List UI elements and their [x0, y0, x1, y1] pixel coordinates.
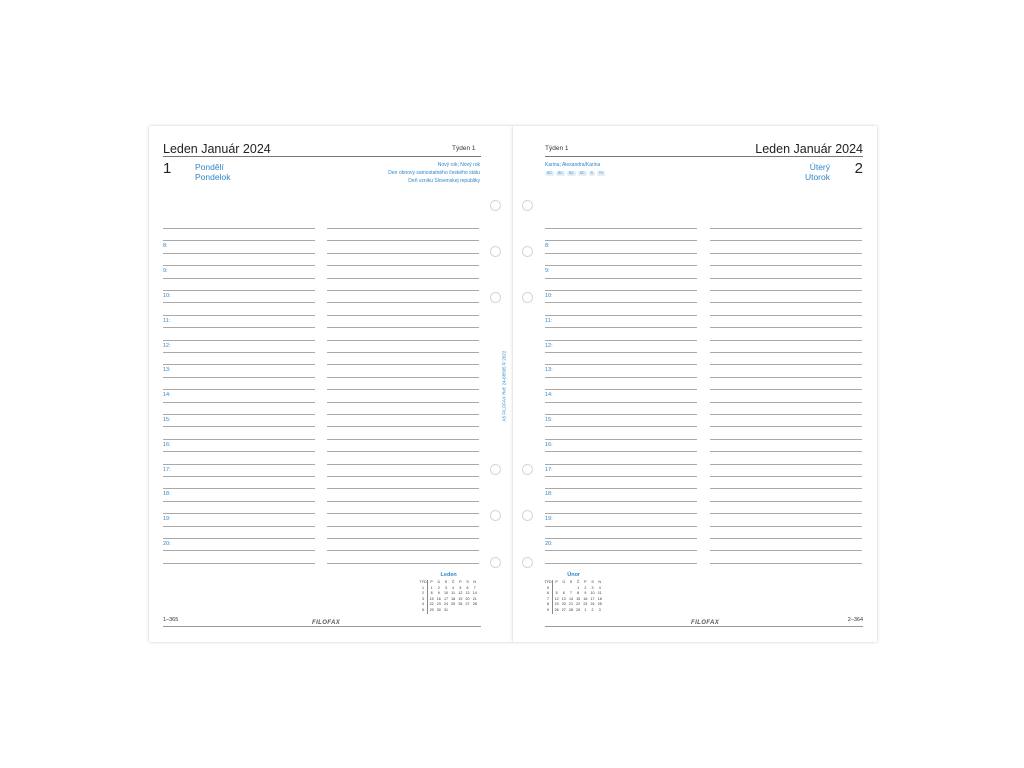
- ruled-line: [163, 228, 315, 229]
- ruled-line: [163, 240, 315, 241]
- ruled-line: [327, 402, 479, 403]
- cal-cell: 10: [443, 591, 448, 596]
- ruled-line: [710, 526, 862, 527]
- cal-cell: 21: [472, 596, 477, 601]
- day-name-cz: Pondělí: [195, 162, 224, 172]
- hour-label: 10:: [545, 293, 553, 299]
- ruled-line: [327, 550, 479, 551]
- ruled-line: [545, 389, 697, 390]
- ruled-line: [163, 377, 315, 378]
- hour-label: 20:: [163, 541, 171, 547]
- hour-label: 19:: [163, 516, 171, 522]
- day-name-sk: Pondelok: [195, 172, 231, 182]
- mini-calendar: [419, 572, 478, 614]
- hour-label: 16:: [163, 442, 171, 448]
- ruled-line: [545, 402, 697, 403]
- cal-cell: 27: [465, 602, 470, 607]
- day-number: 2: [854, 160, 863, 177]
- ruled-line: [163, 253, 315, 254]
- cal-cell: 6: [562, 591, 565, 596]
- ruled-line: [710, 464, 862, 465]
- ruled-line: [163, 327, 315, 328]
- cal-cell: 18: [451, 596, 456, 601]
- cal-cell: 25: [451, 602, 456, 607]
- ruled-line: [327, 228, 479, 229]
- ruled-line: [545, 364, 697, 365]
- ruled-line: [545, 414, 697, 415]
- ruled-line: [710, 488, 862, 489]
- ruled-line: [710, 352, 862, 353]
- ruled-line: [545, 426, 697, 427]
- cal-cell: 5: [555, 591, 558, 596]
- ruled-line: [710, 302, 862, 303]
- ruled-line: [545, 488, 697, 489]
- ruled-line: [327, 364, 479, 365]
- ruled-line: [327, 526, 479, 527]
- footer-rule: [545, 626, 863, 627]
- hour-label: 11:: [163, 318, 171, 324]
- ruled-line: [327, 538, 479, 539]
- ruled-line: [545, 290, 697, 291]
- cal-header: Ú: [437, 580, 441, 584]
- cal-cell: 8: [577, 591, 580, 596]
- cal-cell: 21: [568, 602, 573, 607]
- page-number: 2–364: [847, 617, 863, 623]
- ruled-line: [163, 352, 315, 353]
- ruled-line: [545, 278, 697, 279]
- cal-cell: 3: [444, 585, 447, 590]
- mini-calendar-grid: [419, 580, 478, 614]
- page-number: 1–365: [163, 617, 179, 623]
- ruled-line: [327, 426, 479, 427]
- week-label: Týden 1: [545, 145, 569, 152]
- cal-header: P: [459, 580, 462, 584]
- cal-cell: 7: [569, 591, 572, 596]
- binder-hole: [490, 246, 501, 257]
- cal-cell: 4: [419, 602, 428, 608]
- cal-cell: 9: [544, 608, 553, 614]
- cal-cell: 9: [584, 591, 587, 596]
- cal-header: Č: [451, 580, 455, 584]
- hour-label: 16:: [545, 442, 553, 448]
- ruled-line: [327, 464, 479, 465]
- ruled-line: [545, 352, 697, 353]
- ruled-line: [545, 538, 697, 539]
- left-page: [149, 126, 513, 642]
- cal-cell: 2: [584, 585, 587, 590]
- cal-cell: 8: [544, 602, 553, 608]
- hour-label: 12:: [163, 343, 171, 349]
- binder-hole: [490, 464, 501, 475]
- tag: TV: [598, 171, 604, 175]
- binder-hole: [522, 200, 533, 211]
- ruled-line: [710, 253, 862, 254]
- ruled-line: [163, 414, 315, 415]
- ruled-line: [710, 538, 862, 539]
- ruled-line: [710, 414, 862, 415]
- cal-cell: [450, 608, 457, 614]
- ruled-line: [710, 327, 862, 328]
- cal-cell: 2: [419, 591, 428, 597]
- cal-cell: 1: [430, 585, 433, 590]
- holiday-list: [388, 161, 480, 185]
- cal-cell: 27: [561, 607, 566, 612]
- day-name-cz: Úterý: [809, 162, 830, 172]
- binder-hole: [490, 510, 501, 521]
- namedays: Karina; Alexandra/Karina: [545, 162, 601, 168]
- hour-label: 9:: [545, 268, 550, 274]
- ruled-line: [710, 315, 862, 316]
- cal-cell: 30: [436, 607, 441, 612]
- hour-label: 11:: [545, 318, 553, 324]
- ruled-line: [545, 439, 697, 440]
- ruled-line: [710, 513, 862, 514]
- ruled-line: [327, 451, 479, 452]
- ruled-line: [545, 476, 697, 477]
- cal-cell: 19: [554, 602, 559, 607]
- header-rule: [163, 156, 481, 157]
- cal-cell: 28: [472, 602, 477, 607]
- hour-label: 8:: [545, 243, 550, 249]
- ruled-line: [327, 501, 479, 502]
- ruled-line: [327, 352, 479, 353]
- tag: SC: [557, 171, 563, 175]
- cal-cell: 5: [459, 585, 462, 590]
- ruled-line: [163, 340, 315, 341]
- ruled-line: [545, 563, 697, 564]
- ruled-line: [710, 290, 862, 291]
- cal-header: S: [444, 580, 448, 584]
- ruled-line: [163, 538, 315, 539]
- ruled-line: [710, 364, 862, 365]
- cal-cell: 6: [544, 591, 553, 597]
- mini-calendar-title: Leden: [440, 572, 457, 578]
- cal-cell: 26: [554, 607, 559, 612]
- ruled-line: [710, 240, 862, 241]
- hour-label: 19:: [545, 516, 553, 522]
- ruled-line: [545, 526, 697, 527]
- cal-cell: 24: [590, 602, 595, 607]
- ruled-line: [163, 476, 315, 477]
- cal-header: N: [598, 580, 602, 584]
- binder-hole: [522, 246, 533, 257]
- ruled-line: [710, 439, 862, 440]
- hour-label: 13:: [163, 367, 171, 373]
- footer-rule: [163, 626, 481, 627]
- cal-cell: 1: [419, 586, 428, 592]
- cal-cell: 15: [429, 596, 434, 601]
- binder-hole: [490, 292, 501, 303]
- hour-label: 17:: [163, 467, 171, 473]
- cal-header: S: [591, 580, 594, 584]
- ruled-line: [163, 364, 315, 365]
- ruled-line: [327, 278, 479, 279]
- ruled-line: [710, 265, 862, 266]
- ruled-line: [327, 476, 479, 477]
- cal-cell: 17: [590, 596, 595, 601]
- cal-header: N: [473, 580, 477, 584]
- cal-cell: 20: [465, 596, 470, 601]
- ruled-line: [163, 513, 315, 514]
- ruled-line: [163, 451, 315, 452]
- cal-cell: 28: [568, 607, 573, 612]
- hour-label: 20:: [545, 541, 553, 547]
- ruled-line: [710, 278, 862, 279]
- ruled-line: [327, 253, 479, 254]
- cal-cell: 23: [583, 602, 588, 607]
- cal-cell: 6: [466, 585, 469, 590]
- cal-cell: 2: [437, 585, 440, 590]
- ruled-line: [710, 563, 862, 564]
- header-rule: [545, 156, 863, 157]
- hour-label: 9:: [163, 268, 168, 274]
- cal-cell: 18: [597, 596, 602, 601]
- ruled-line: [163, 550, 315, 551]
- mini-calendar-grid: [544, 580, 603, 614]
- ruled-line: [545, 464, 697, 465]
- ruled-line: [327, 315, 479, 316]
- cal-cell: 19: [458, 596, 463, 601]
- cal-cell: 7: [473, 585, 476, 590]
- cal-cell: 4: [598, 585, 601, 590]
- month-title: Leden Január 2024: [755, 142, 863, 156]
- ruled-line: [327, 563, 479, 564]
- brand-logo: FILOFAX: [691, 620, 720, 626]
- mini-calendar-title: Únor: [567, 572, 581, 578]
- cal-cell: [457, 608, 464, 614]
- cal-header: S: [569, 580, 573, 584]
- month-title: Leden Január 2024: [163, 142, 271, 156]
- cal-cell: 16: [436, 596, 441, 601]
- cal-cell: 24: [443, 602, 448, 607]
- cal-cell: 2: [591, 607, 594, 612]
- cal-cell: 1: [577, 585, 580, 590]
- cal-cell: 7: [544, 597, 553, 603]
- ruled-line: [710, 228, 862, 229]
- ruled-line: [545, 315, 697, 316]
- day-name-sk: Utorok: [804, 172, 830, 182]
- hour-label: 10:: [163, 293, 171, 299]
- ruled-line: [710, 476, 862, 477]
- holiday-2: Den obnovy samostatného českého státu: [388, 170, 480, 176]
- tag: S: [590, 171, 593, 175]
- spine-reference: A5 FILOFAX Ref: 24-68505 © 2022: [501, 350, 507, 422]
- ruled-line: [545, 228, 697, 229]
- ruled-line: [163, 302, 315, 303]
- ruled-line: [710, 389, 862, 390]
- ruled-line: [163, 315, 315, 316]
- ruled-line: [327, 389, 479, 390]
- cal-cell: 22: [429, 602, 434, 607]
- cal-cell: 12: [554, 596, 559, 601]
- ruled-line: [163, 464, 315, 465]
- cal-cell: 12: [458, 591, 463, 596]
- ruled-line: [163, 265, 315, 266]
- ruled-line: [545, 265, 697, 266]
- cal-cell: 11: [597, 591, 602, 596]
- cal-cell: 5: [419, 608, 428, 614]
- cal-cell: 29: [576, 607, 581, 612]
- binder-hole: [522, 464, 533, 475]
- cal-cell: 1: [584, 607, 587, 612]
- cal-cell: 5: [544, 586, 553, 592]
- binder-hole: [490, 557, 501, 568]
- cal-cell: 11: [451, 591, 456, 596]
- hour-label: 8:: [163, 243, 168, 249]
- ruled-line: [710, 451, 862, 452]
- mini-calendar: [544, 572, 603, 614]
- cal-header: TÝD: [544, 580, 552, 584]
- cal-cell: 10: [590, 591, 595, 596]
- cal-cell: 14: [568, 596, 573, 601]
- cal-cell: 20: [561, 602, 566, 607]
- ruled-line: [327, 439, 479, 440]
- cal-header: S: [466, 580, 469, 584]
- hour-label: 14:: [163, 392, 171, 398]
- cal-cell: 3: [598, 607, 601, 612]
- cal-header: P: [430, 580, 433, 584]
- cal-cell: 31: [443, 607, 448, 612]
- hour-label: 18:: [545, 491, 553, 497]
- cal-cell: 13: [465, 591, 470, 596]
- cal-cell: 3: [419, 597, 428, 603]
- ruled-line: [163, 439, 315, 440]
- cal-cell: 15: [576, 596, 581, 601]
- hour-label: 12:: [545, 343, 553, 349]
- right-page: [513, 126, 877, 642]
- ruled-line: [545, 340, 697, 341]
- ruled-line: [545, 327, 697, 328]
- binder-hole: [522, 557, 533, 568]
- ruled-line: [545, 302, 697, 303]
- holiday-3: Deň vzniku Slovenskej republiky: [408, 178, 480, 184]
- cal-cell: [464, 608, 471, 614]
- ruled-line: [327, 340, 479, 341]
- ruled-line: [163, 278, 315, 279]
- ruled-line: [710, 377, 862, 378]
- ruled-line: [163, 290, 315, 291]
- hour-label: 13:: [545, 367, 553, 373]
- hour-label: 14:: [545, 392, 553, 398]
- cal-cell: 25: [597, 602, 602, 607]
- cal-cell: 8: [430, 591, 433, 596]
- cal-header: P: [555, 580, 558, 584]
- ruled-line: [163, 526, 315, 527]
- ruled-line: [163, 389, 315, 390]
- cal-cell: 3: [591, 585, 594, 590]
- cal-cell: [471, 608, 478, 614]
- tag: SC: [547, 171, 552, 175]
- ruled-line: [163, 501, 315, 502]
- ruled-line: [163, 426, 315, 427]
- ruled-line: [327, 240, 479, 241]
- ruled-line: [545, 451, 697, 452]
- cal-cell: 23: [436, 602, 441, 607]
- cal-cell: 13: [561, 596, 566, 601]
- tag: SC: [579, 171, 585, 175]
- hour-label: 15:: [163, 417, 171, 423]
- cal-cell: 4: [452, 585, 455, 590]
- binder-hole: [490, 200, 501, 211]
- cal-header: TÝD: [419, 580, 427, 584]
- ruled-line: [710, 550, 862, 551]
- binder-hole: [522, 510, 533, 521]
- cal-header: Ú: [562, 580, 566, 584]
- ruled-line: [327, 488, 479, 489]
- ruled-line: [545, 253, 697, 254]
- cal-cell: 22: [576, 602, 581, 607]
- ruled-line: [327, 327, 479, 328]
- ruled-line: [327, 377, 479, 378]
- cal-cell: 17: [443, 596, 448, 601]
- ruled-line: [710, 340, 862, 341]
- ruled-line: [710, 426, 862, 427]
- ruled-line: [710, 402, 862, 403]
- binder-hole: [522, 292, 533, 303]
- cal-header: P: [584, 580, 587, 584]
- nameday-tags: [545, 171, 605, 176]
- ruled-line: [545, 501, 697, 502]
- hour-label: 15:: [545, 417, 553, 423]
- ruled-line: [545, 377, 697, 378]
- ruled-line: [710, 501, 862, 502]
- cal-cell: 16: [583, 596, 588, 601]
- hour-label: 17:: [545, 467, 553, 473]
- cal-cell: 14: [472, 591, 477, 596]
- holiday-1: Nový rok; Nový rok: [437, 162, 480, 168]
- ruled-line: [327, 414, 479, 415]
- ruled-line: [327, 290, 479, 291]
- ruled-line: [163, 488, 315, 489]
- ruled-line: [163, 563, 315, 564]
- week-label: Týden 1: [452, 145, 476, 152]
- ruled-line: [327, 513, 479, 514]
- tag: SC: [568, 171, 574, 175]
- hour-label: 18:: [163, 491, 171, 497]
- ruled-line: [545, 513, 697, 514]
- cal-cell: 9: [437, 591, 440, 596]
- ruled-line: [327, 302, 479, 303]
- cal-cell: 29: [429, 607, 434, 612]
- cal-cell: 26: [458, 602, 463, 607]
- ruled-line: [545, 240, 697, 241]
- ruled-line: [163, 402, 315, 403]
- ruled-line: [545, 550, 697, 551]
- cal-header: Č: [576, 580, 580, 584]
- brand-logo: FILOFAX: [312, 620, 341, 626]
- day-number: 1: [163, 160, 172, 177]
- ruled-line: [327, 265, 479, 266]
